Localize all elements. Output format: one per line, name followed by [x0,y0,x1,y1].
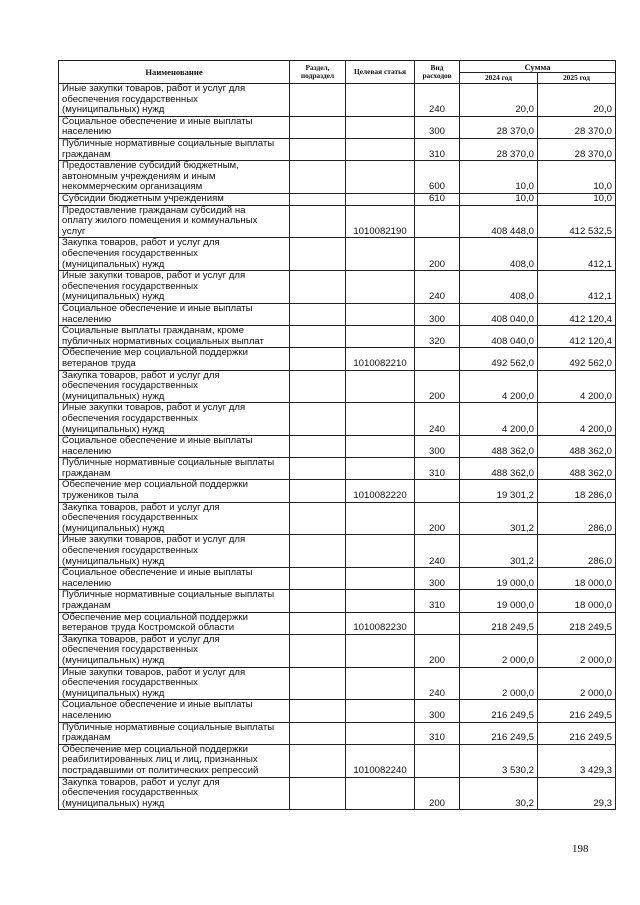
table-row [59,161,616,194]
row-name-line: Иные закупки товаров, работ и услуг для [62,534,246,546]
row-section [290,303,346,325]
row-type: 240 [415,403,460,436]
row-name-line: гражданам [62,732,111,744]
row-name [59,535,290,568]
row-type: 200 [415,634,460,667]
row-name-line: Субсидии бюджетным учреждениям [62,193,224,204]
row-name [59,667,290,700]
row-target [346,700,415,722]
header-year-2025: 2025 год [538,73,616,84]
table-row [59,205,616,238]
row-section [290,238,346,271]
table-row [59,502,616,535]
row-target [346,502,415,535]
row-name-line: публичных нормативных социальных выплат [62,335,264,347]
row-name-line: Обеспечение мер социальной поддержки [62,347,248,359]
row-value-2025: 216 249,5 [538,700,616,722]
row-target: 1010082190 [346,205,415,238]
row-section [290,590,346,612]
row-name-line: Социальное обеспечение и иные выплаты [62,116,253,127]
table-row [59,436,616,458]
table-row [59,722,616,744]
row-value-2024: 4 200,0 [460,370,538,403]
table-row [59,612,616,634]
row-name-line: Закупка товаров, работ и услуг для [62,370,220,381]
row-type: 200 [415,502,460,535]
row-value-2024: 20,0 [460,84,538,117]
row-target [346,436,415,458]
row-name-line: Закупка товаров, работ и услуг для [62,634,220,645]
row-value-2024: 301,2 [460,535,538,568]
row-type: 610 [415,193,460,205]
row-value-2024: 19 301,2 [460,480,538,502]
row-value-2025: 4 200,0 [538,403,616,436]
row-section [290,535,346,568]
row-name-line: населению [62,710,112,722]
row-value-2024: 488 362,0 [460,458,538,480]
row-value-2025: 412,1 [538,238,616,271]
table-row [59,271,616,304]
row-name [59,370,290,403]
row-section [290,370,346,403]
row-name-line: (муниципальных) нужд [62,423,165,435]
row-name-line: обеспечения государственных [62,93,198,105]
row-name-line: автономным учреждениям и иным [62,170,216,182]
row-name-line: (муниципальных) нужд [62,797,165,809]
row-name-line: (муниципальных) нужд [62,291,165,303]
row-name-line: пострадавшими от политических репрессий [62,765,259,776]
row-name [59,193,290,205]
row-name-line: Социальное обеспечение и иные выплаты [62,303,253,314]
row-section [290,568,346,590]
row-section [290,403,346,436]
row-name-line: населению [62,445,112,457]
row-value-2024: 3 530,2 [460,744,538,777]
row-target: 1010082210 [346,348,415,370]
row-value-2025: 10,0 [538,193,616,205]
row-name-line: (муниципальных) нужд [62,522,165,534]
row-value-2025: 2 000,0 [538,667,616,700]
row-target: 1010082220 [346,480,415,502]
row-section [290,777,346,810]
row-value-2025: 18 286,0 [538,480,616,502]
row-section [290,480,346,502]
row-name [59,271,290,304]
row-type [415,612,460,634]
table-row [59,777,616,810]
row-section [290,722,346,744]
row-name [59,590,290,612]
row-name-line: (муниципальных) нужд [62,555,165,567]
row-name-line: обеспечения государственных [62,677,198,689]
row-target [346,238,415,271]
row-type: 200 [415,238,460,271]
row-value-2025: 28 370,0 [538,116,616,138]
row-name-line: ветеранов труда Костромской области [62,622,235,634]
row-value-2024: 2 000,0 [460,634,538,667]
row-type [415,348,460,370]
header-name: Наименование [59,61,290,84]
row-name [59,777,290,810]
row-value-2025: 488 362,0 [538,458,616,480]
row-value-2024: 408,0 [460,271,538,304]
row-value-2024: 301,2 [460,502,538,535]
table-row [59,348,616,370]
row-value-2025: 218 249,5 [538,612,616,634]
row-section [290,271,346,304]
row-target [346,535,415,568]
row-section [290,84,346,117]
row-name-line: Обеспечение мер социальной поддержки [62,744,248,755]
row-value-2024: 28 370,0 [460,138,538,160]
row-value-2025: 20,0 [538,84,616,117]
row-value-2025: 412 120,4 [538,303,616,325]
row-name-line: Закупка товаров, работ и услуг для [62,777,220,788]
row-name-line: тружеников тыла [62,490,139,502]
row-target [346,138,415,160]
row-value-2024: 408 040,0 [460,303,538,325]
row-name-line: Социальные выплаты гражданам, кроме [62,325,244,337]
row-target [346,271,415,304]
table-row [59,634,616,667]
row-type: 300 [415,303,460,325]
row-type: 310 [415,458,460,480]
row-value-2024: 10,0 [460,161,538,194]
table-row [59,84,616,117]
row-value-2024: 408,0 [460,238,538,271]
row-target [346,722,415,744]
row-name [59,116,290,138]
row-name [59,403,290,436]
header-type: Вид расходов [415,61,460,84]
row-target [346,590,415,612]
row-name-line: Обеспечение мер социальной поддержки [62,612,248,623]
row-type: 300 [415,436,460,458]
row-value-2025: 18 000,0 [538,568,616,590]
row-target: 1010082240 [346,744,415,777]
row-name-line: обеспечения государственных [62,247,198,259]
table-row [59,370,616,403]
row-name-line: Иные закупки товаров, работ и услуг для [62,83,246,95]
row-name-line: гражданам [62,600,111,612]
row-section [290,700,346,722]
row-value-2025: 488 362,0 [538,436,616,458]
row-target: 1010082230 [346,612,415,634]
row-section [290,634,346,667]
row-name-line: Социальное обеспечение и иные выплаты [62,699,253,711]
row-type: 200 [415,370,460,403]
page-number: 198 [572,843,589,855]
row-name-line: Закупка товаров, работ и услуг для [62,237,220,249]
row-section [290,744,346,777]
row-name-line: Публичные нормативные социальные выплаты [62,589,275,601]
row-name-line: обеспечения государственных [62,644,198,656]
row-value-2025: 412 120,4 [538,326,616,348]
row-name-line: Предоставление субсидий бюджетным, [62,160,239,172]
row-target [346,370,415,403]
table-row [59,193,616,205]
row-type: 240 [415,84,460,117]
row-name-line: (муниципальных) нужд [62,390,165,402]
row-section [290,436,346,458]
row-name-line: Иные закупки товаров, работ и услуг для [62,270,246,282]
row-name-line: Публичные нормативные социальные выплаты [62,457,275,469]
row-name [59,84,290,117]
row-value-2024: 408 448,0 [460,205,538,238]
row-target [346,161,415,194]
row-section [290,667,346,700]
row-name-line: гражданам [62,467,111,479]
row-name-line: Иные закупки товаров, работ и услуг для [62,667,246,678]
header-sum: Сумма [460,61,616,73]
table-body [59,84,616,810]
row-name [59,458,290,480]
row-value-2024: 28 370,0 [460,116,538,138]
row-type: 200 [415,777,460,810]
row-value-2025: 286,0 [538,535,616,568]
row-name [59,612,290,634]
row-type: 240 [415,667,460,700]
row-section [290,348,346,370]
row-value-2025: 286,0 [538,502,616,535]
row-name [59,138,290,160]
row-value-2025: 2 000,0 [538,634,616,667]
row-section [290,205,346,238]
row-value-2025: 492 562,0 [538,348,616,370]
row-name-line: оплату жилого помещения и коммунальных [62,215,258,227]
row-name-line: населению [62,313,112,325]
row-name-line: обеспечения государственных [62,787,198,799]
header-target: Целевая статья [346,61,415,84]
row-value-2024: 216 249,5 [460,700,538,722]
row-name [59,238,290,271]
row-name-line: обеспечения государственных [62,412,198,424]
row-value-2024: 30,2 [460,777,538,810]
row-name-line: Публичные нормативные социальные выплаты [62,138,275,149]
row-value-2024: 216 249,5 [460,722,538,744]
table-row [59,458,616,480]
row-section [290,193,346,205]
row-target [346,777,415,810]
row-name-line: некоммерческим организациям [62,181,203,193]
row-name [59,161,290,194]
row-value-2025: 29,3 [538,777,616,810]
table-row [59,480,616,502]
row-value-2024: 19 000,0 [460,590,538,612]
row-name-line: (муниципальных) нужд [62,104,165,116]
row-target [346,326,415,348]
row-value-2025: 28 370,0 [538,138,616,160]
row-name-line: Социальное обеспечение и иные выплаты [62,435,253,447]
table-row [59,744,616,777]
table-row [59,667,616,700]
row-target [346,193,415,205]
table-row [59,535,616,568]
row-target [346,667,415,700]
row-target [346,84,415,117]
row-type: 240 [415,271,460,304]
row-section [290,138,346,160]
row-value-2025: 18 000,0 [538,590,616,612]
row-value-2024: 4 200,0 [460,403,538,436]
table-row [59,700,616,722]
row-name-line: Публичные нормативные социальные выплаты [62,722,275,733]
row-section [290,612,346,634]
row-section [290,458,346,480]
row-type: 300 [415,700,460,722]
row-name-line: (муниципальных) нужд [62,687,165,699]
row-type: 600 [415,161,460,194]
table-row [59,138,616,160]
row-value-2024: 10,0 [460,193,538,205]
row-type: 310 [415,138,460,160]
row-name-line: гражданам [62,148,111,160]
row-type: 300 [415,568,460,590]
table-row [59,326,616,348]
row-name-line: услуг [62,225,86,237]
table-row [59,116,616,138]
budget-table-sheet [58,60,615,810]
row-name [59,303,290,325]
row-name-line: реабилитированных лиц и лиц, признанных [62,754,258,766]
row-name-line: обеспечения государственных [62,380,198,392]
row-target [346,303,415,325]
row-name [59,326,290,348]
row-name [59,502,290,535]
table-row [59,238,616,271]
row-name-line: обеспечения государственных [62,512,198,524]
row-value-2024: 492 562,0 [460,348,538,370]
row-target [346,568,415,590]
row-value-2025: 4 200,0 [538,370,616,403]
row-name-line: Предоставление гражданам субсидий на [62,205,246,216]
table-row [59,303,616,325]
row-name-line: ветеранов труда [62,357,136,369]
row-value-2025: 412,1 [538,271,616,304]
row-section [290,161,346,194]
row-name-line: обеспечения государственных [62,545,198,557]
row-name [59,634,290,667]
row-type [415,744,460,777]
row-name-line: Обеспечение мер социальной поддержки [62,479,248,491]
table-row [59,403,616,436]
row-name-line: (муниципальных) нужд [62,258,165,270]
row-type [415,480,460,502]
row-name-line: Социальное обеспечение и иные выплаты [62,567,253,579]
row-type: 310 [415,722,460,744]
row-name [59,436,290,458]
row-name [59,480,290,502]
table-row [59,590,616,612]
row-type [415,205,460,238]
row-name [59,744,290,777]
row-target [346,458,415,480]
row-value-2024: 19 000,0 [460,568,538,590]
row-section [290,326,346,348]
row-name [59,700,290,722]
header-section: Раздел, подраздел [290,61,346,84]
budget-table [58,60,616,810]
row-name-line: Иные закупки товаров, работ и услуг для [62,402,246,414]
row-type: 300 [415,116,460,138]
row-target [346,634,415,667]
row-value-2025: 10,0 [538,161,616,194]
row-value-2024: 2 000,0 [460,667,538,700]
row-name [59,348,290,370]
row-name-line: (муниципальных) нужд [62,655,165,667]
row-name-line: населению [62,126,112,138]
row-value-2025: 216 249,5 [538,722,616,744]
row-target [346,403,415,436]
row-type: 310 [415,590,460,612]
row-name-line: Закупка товаров, работ и услуг для [62,502,220,513]
row-value-2024: 488 362,0 [460,436,538,458]
row-name [59,722,290,744]
row-name [59,205,290,238]
row-value-2024: 408 040,0 [460,326,538,348]
header-year-2024: 2024 год [460,73,538,84]
row-name-line: населению [62,577,112,589]
row-section [290,116,346,138]
row-name-line: обеспечения государственных [62,280,198,292]
row-name [59,568,290,590]
row-section [290,502,346,535]
row-value-2024: 218 249,5 [460,612,538,634]
row-type: 320 [415,326,460,348]
row-type: 240 [415,535,460,568]
row-value-2025: 412 532,5 [538,205,616,238]
table-row [59,568,616,590]
row-target [346,116,415,138]
row-value-2025: 3 429,3 [538,744,616,777]
